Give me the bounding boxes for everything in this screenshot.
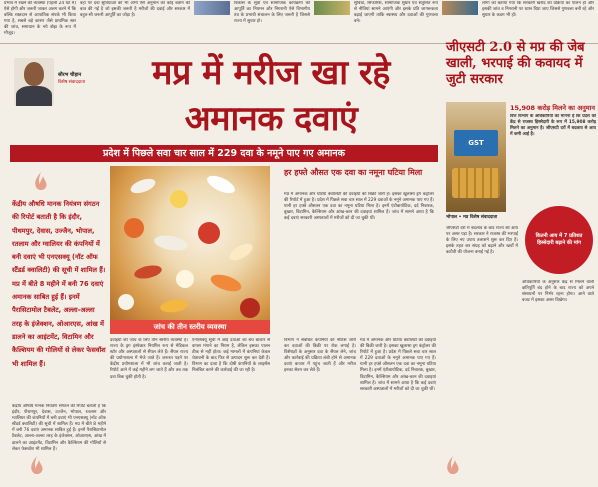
center-article-body: विभाग ने संबंधित कंपनियों को नोटिस जारी कर दवाओं की बिक्री पर रोक लगाई है। विशेषज्ञों के अनुसार दवा के सैंपल लेने, जांच और कार्रवाई की प्रक्रिया लंबी होने से अमानक दवाएं बाजार में पहुंच जाती हैं और मरीज इनका सेवन कर लेते हैं। <box>284 338 356 374</box>
top-news-strip <box>0 0 598 44</box>
top-column-text: विकास के सूत्रों एवं सामाजिक कार्यक्रमों की आपूर्ति का नियमन और निगरानी ऐसे विभागीय तंत्र के प्रभावी संचालन के लिए जरूरी है जिससे राज्य में सुधार हो। <box>234 1 310 25</box>
top-thumbnail-image <box>194 1 230 15</box>
top-column-text: प्रभाव में रखने की व्यवस्था (पहली 24 घंटे में) ऐसे होगी और जरूरी जाकर अलग करने में कि बल्कि रक्तदान से आपातिक संपर्क भी किया गया है, सबसे बड़े कारण जैसे प्राथमिक स्तर की जांच, समाधान के नये बोझ के रूप में मौजूद। <box>4 1 76 37</box>
columnist-designation: विशेष संवाददाता <box>58 80 86 85</box>
top-thumbnail-image <box>442 1 478 15</box>
gst-label: GST <box>454 130 498 156</box>
top-column-text: लोगों को बताया गया कि सरकारी खरीद की प्रक्रिया का पालन हो और इसकी जांच व निगरानी पर ध्यान दिया जाए जिससे गुणवत्ता बनी रहे और सुधार के कदम भी हों। <box>482 1 594 19</box>
center-article-body: मप्र में अमानक और घटिया क्वालिटी की दवाइयों की बिक्री जारी है। इसका खुलासा ड्रग कंट्रोलर की रिपोर्ट में हुआ है। प्रदेश में पिछले सवा चार साल में 229 दवाओं के नमूने अमानक पाए गए हैं। यानी हर हफ्ते औसतन एक दवा का नमूना घटिया मिला है। इनमें एंटीबायोटिक, दर्द निवारक, बुखार, विटामिन, कैल्शियम और आंख-कान की दवाइयां शामिल हैं। जांच में सामने आया है कि कई दवाएं सरकारी अस्पतालों में मरीजों को दी जा चुकी थीं। <box>284 192 434 222</box>
center-article-kicker: हर हफ्ते औसत एक दवा का नमूना घटिया मिला <box>284 168 423 177</box>
columnist-photo <box>14 58 54 106</box>
headline-line-2: अमानक दवाएं <box>184 99 358 139</box>
flame-quote-icon <box>34 172 48 192</box>
gst-kicker <box>510 104 596 198</box>
article-body-column: केंद्रीय औषधि मानक नियंत्रण संगठन की रिपोर्ट बताती है कि इंदौर, पीथमपुर, देवास, उज्जैन, भोपाल, रतलाम और ग्वालियर की कंपनियों में बनी दवाएं भी एनएसक्यू (नॉट ऑफ स्टैंडर्ड क्वालिटी) की सूची में शामिल हैं। मप्र में बीते 8 महीने में बनी 76 दवाएं अमानक साबित हुई हैं। इनमें पैरासिटामोल टैबलेट, अल्ला-अल्ला तरह के इंजेक्शन, ओआरएस, आंख में डालने का आइंटमेंट, विटामिन और कैल्शियम की गोलियों से लेकर फेसवॉश भी शामिल हैं। <box>12 404 106 452</box>
pills-photo <box>110 166 270 326</box>
flame-quote-icon <box>446 456 460 476</box>
columnist-name: सौरभ चौहान <box>58 72 82 78</box>
main-headline <box>110 50 432 142</box>
top-column-1 <box>4 1 76 41</box>
right-article-headline: जीएसटी 2.0 से मप्र की जेब खाली, भरपाई की कवायद में जुटी सरकार <box>446 40 585 87</box>
center-article-body: मप्र में अमानक और घटिया क्वालिटी की दवाइयों की बिक्री जारी है। इसका खुलासा ड्रग कंट्रोलर की रिपोर्ट में हुआ है। प्रदेश में पिछले सवा चार साल में 229 दवाओं के नमूने अमानक पाए गए हैं। यानी हर हफ्ते औसतन एक दवा का नमूना घटिया मिला है। इनमें एंटीबायोटिक, दर्द निवारक, बुखार, विटामिन, कैल्शियम और आंख-कान की दवाइयां शामिल हैं। जांच में सामने आया है कि कई दवाएं सरकारी अस्पतालों में मरीजों को दी जा चुकी थीं। <box>360 338 436 392</box>
flame-quote-icon <box>30 456 44 476</box>
photo-caption-bar: जांच की तीन स्तरीय व्यवस्था <box>110 320 270 334</box>
top-thumbnail-image <box>314 1 350 15</box>
top-column-3 <box>194 1 310 41</box>
gst-kicker-body: वित्त विभाग के अधिकारियों का मानना है कि प्रदेश को केंद्र से राजस्व हिस्सेदारी के रूप में 15,908 करोड़ मिलने का अनुमान है। जीएसटी दरों में बदलाव से आय में कमी आई है। <box>510 114 596 138</box>
article-body-column: एनएसक्यू सूची में आई दवाओं का बैच बाजार से वापस मंगाने का नियम है, लेकिन इसका पालन ठीक से नहीं होता। कई मामलों में कंपनियां केवल चेतावनी के बाद फिर से उत्पादन शुरू कर देती हैं। विभाग का दावा है कि दोषी कंपनियों के लाइसेंस निलंबित करने की कार्रवाई की जा रही है। <box>192 338 270 374</box>
gst-highlight-badge: कितनी आय में 7 प्रतिशत हिस्सेदारी बढ़ाने की मांग <box>525 206 593 274</box>
right-article-body: अधिकारियों के अनुसार केंद्र से मिलने वाली क्षतिपूर्ति बंद होने के बाद राज्य को अपने संसाधनों पर निर्भर रहना होगा। आने वाले बजट में इसका असर दिखेगा। <box>522 280 594 304</box>
gst-photo-caption: भोपाल • मप्र विशेष संवाददाता <box>446 215 498 220</box>
top-column-text: वहां पर दवा सुविधाओं को भी अभी ऐसे अनुमान को कोई बताने की बात की गई है जो इसकी जरूरी है मरीजों की दवाई और सरकार में बहुत-सी जरूरी आपूर्ति का जोड़ा है। <box>80 1 190 19</box>
top-column-5 <box>442 1 594 41</box>
top-column-4 <box>314 1 438 41</box>
subheadline-bar: प्रदेश में पिछले सवा चार साल में 229 दवा के नमूने पाए गए अमानक <box>10 145 438 162</box>
pull-quote: केंद्रीय औषधि मानक नियंत्रण संगठन की रिपोर्ट बताती है कि इंदौर, पीथमपुर, देवास, उज्जैन, भोपाल, रतलाम और ग्वालियर की कंपनियों में बनी दवाएं भी एनएसक्यू (नॉट ऑफ स्टैंडर्ड क्वालिटी) की सूची में शामिल हैं। मप्र में बीते 8 महीने में बनी 76 दवाएं अमानक साबित हुई हैं। इनमें पैरासिटामोल टैबलेट, अल्ला-अल्ला तरह के इंजेक्शन, ओआरएस, आंख में डालने का आइंटमेंट, विटामिन और कैल्शियम की गोलियों से लेकर फेसवॉश भी शामिल हैं। <box>12 200 106 368</box>
gst-kicker-title: 15,908 करोड़ मिलने का अनुमान <box>510 104 595 112</box>
headline-line-1: मप्र में मरीज खा रहे <box>152 53 390 93</box>
article-body-column: दवाइयों की जांच के लिए तीन स्तरीय व्यवस्था है। राज्य के ड्रग इंस्पेक्टर नियमित रूप से मेडिकल स्टोर और अस्पतालों से सैंपल लेते हैं। सैंपल राज्य की प्रयोगशाला में भेजे जाते हैं। जरूरत पड़ने पर केंद्रीय प्रयोगशाला में भी जांच कराई जाती है। रिपोर्ट आने में कई महीने लग जाते हैं और तब तक दवा बिक चुकी होती है। <box>110 338 188 380</box>
top-column-2 <box>80 1 190 41</box>
right-article-body: जीएसटी दरों में बदलाव के बाद राज्य की आय पर असर पड़ा है। सरकार ने राजस्व की भरपाई के लिए नए उपाय तलाशने शुरू कर दिए हैं। इसके तहत कर संग्रह को बढ़ाने और खर्चों में कटौती की योजना बनाई गई है। <box>446 226 518 256</box>
top-column-text: सुविधा, सिफारिश, सामाजिक सुधार एवं संतुलित रूप से नीतियां सामने आएंगी और इसके प्रति जागरूकता बढ़ाई जाएगी ताकि स्वास्थ्य और दवाओं की गुणवत्ता बने। <box>354 1 438 25</box>
gst-photo <box>446 102 506 212</box>
